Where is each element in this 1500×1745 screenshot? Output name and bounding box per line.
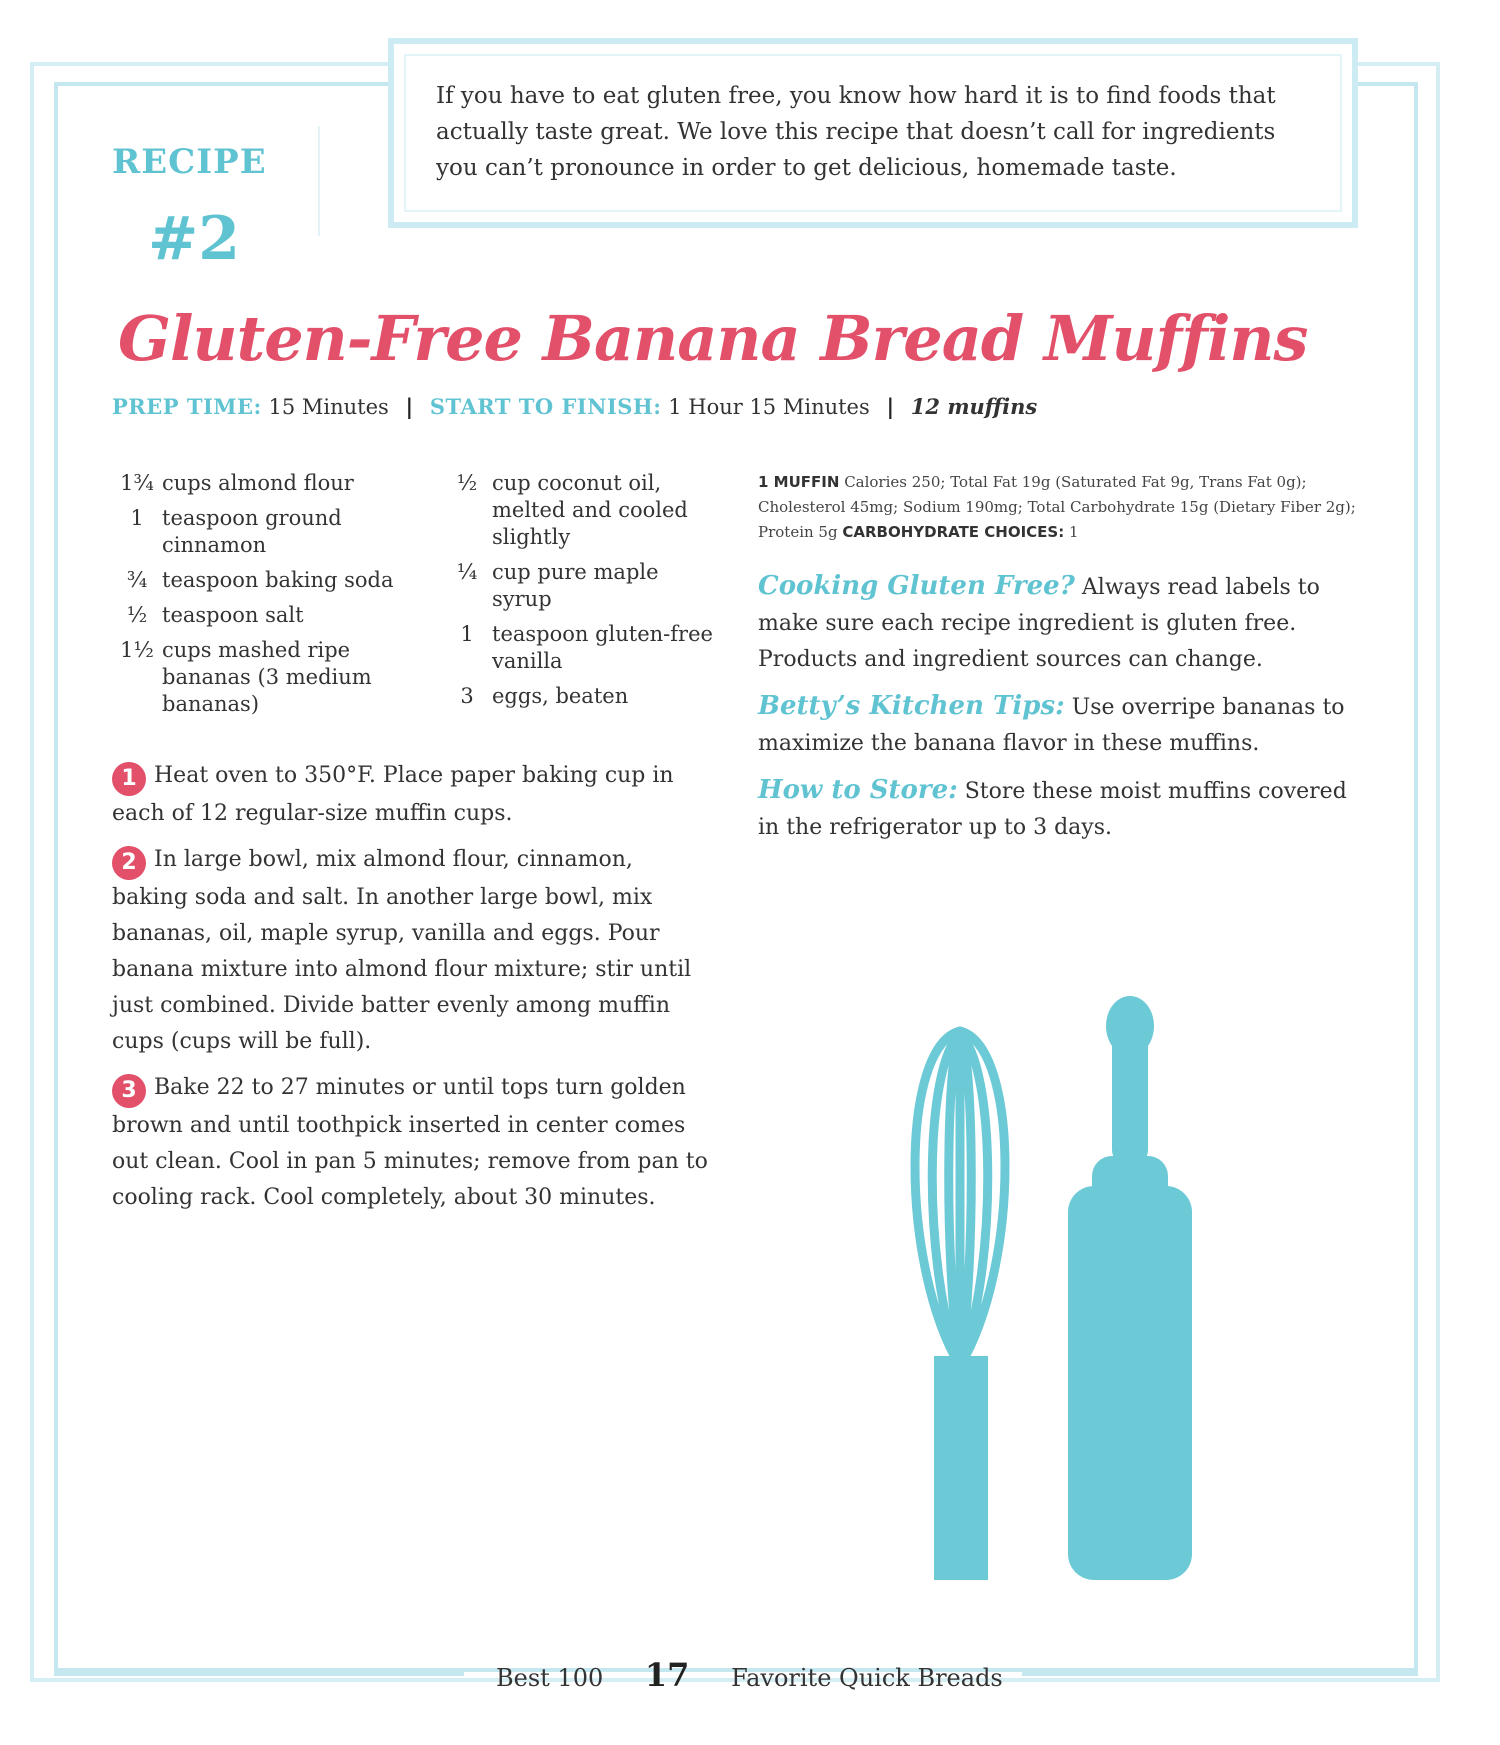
ingredient-item [112, 602, 402, 629]
tips-section [758, 568, 1358, 856]
start-to-finish-label: START TO FINISH: [429, 394, 662, 419]
tip-heading: Cooking Gluten Free? [758, 571, 1075, 601]
directions [112, 758, 712, 1226]
step-text: In large bowl, mix almond flour, cinnamon, baking soda and salt. In another large bowl, mix bananas, oil, maple syrup, vanilla and eggs. Pour banana mixture into almond flour mixture; stir until just combined. Divide batter evenly among muffin cups (cups will be full). [112, 847, 692, 1054]
tip-item [758, 772, 1358, 846]
ingredient-quantity: ½ [126, 603, 148, 627]
ingredient-quantity: 1¾ [120, 471, 154, 495]
ingredient-text: cup pure maple syrup [492, 560, 659, 611]
rolling-pin-icon [1068, 996, 1192, 1580]
step-number-badge: 1 [112, 762, 146, 796]
intro-text: If you have to eat gluten free, you know how hard it is to find foods that actually taste great. We love this recipe that doesn’t call for ingredients you can’t pronounce in order to get delicious, homemade taste. [436, 83, 1276, 181]
recipe-label: RECIPE [112, 142, 267, 182]
ingredient-text: teaspoon salt [162, 603, 304, 627]
ingredient-item [112, 637, 402, 718]
ingredient-item [442, 559, 722, 613]
ingredient-quantity: 1½ [120, 638, 154, 662]
ingredient-text: cup coconut oil, melted and cooled slightly [492, 471, 688, 549]
step-text: Bake 22 to 27 minutes or until tops turn golden brown and until toothpick inserted in center comes out clean. Cool in pan 5 minutes; remove from pan to cooling rack. Cool completely, about 30 minutes. [112, 1075, 708, 1210]
tip-text: Always read labels to make sure each recipe ingredient is gluten free. Products and ingredient sources can change. [758, 575, 1320, 672]
ingredient-item [442, 621, 722, 675]
kitchen-illustration [860, 986, 1260, 1596]
ingredient-quantity: 3 [460, 684, 474, 708]
ingredients-column-1 [112, 470, 402, 726]
step-number-badge: 2 [112, 846, 146, 880]
ingredient-item [442, 683, 722, 710]
ingredient-item [112, 505, 402, 559]
nutrition-serving-label: 1 MUFFIN [758, 473, 840, 491]
recipe-meta [112, 394, 1037, 419]
ingredient-quantity: 1 [130, 506, 144, 530]
footer-rule-right [1022, 1672, 1418, 1676]
recipe-title: Gluten-Free Banana Bread Muffins [118, 302, 1308, 375]
whisk-handle [934, 1356, 988, 1580]
ingredient-quantity: 1 [460, 622, 474, 646]
carb-choices-value: 1 [1069, 523, 1079, 541]
direction-step [112, 842, 712, 1060]
ingredient-quantity: ½ [456, 471, 478, 495]
ingredient-quantity: ¾ [126, 568, 148, 592]
ingredient-text: cups almond flour [162, 471, 354, 495]
page-footer [496, 1656, 1003, 1694]
badge-divider [318, 126, 320, 236]
direction-step [112, 758, 712, 832]
whisk-icon [915, 1031, 1005, 1366]
yield: 12 muffins [910, 394, 1038, 419]
ingredient-item [112, 567, 402, 594]
tip-text: Store these moist muffins covered in the refrigerator up to 3 days. [758, 779, 1347, 840]
ingredients-column-2 [442, 470, 722, 718]
ingredient-item [112, 470, 402, 497]
tip-text: Use overripe bananas to maximize the banana flavor in these muffins. [758, 695, 1345, 756]
page-number: 17 [644, 1656, 690, 1694]
direction-step [112, 1070, 712, 1216]
ingredient-item [442, 470, 722, 551]
tip-heading: How to Store: [758, 775, 958, 805]
tip-item [758, 688, 1358, 762]
meta-separator: | [886, 394, 895, 419]
recipe-number: #2 [148, 204, 241, 274]
ingredient-text: cups mashed ripe bananas (3 medium bananas) [162, 638, 372, 716]
footer-left: Best 100 [496, 1664, 604, 1692]
carb-choices-label: CARBOHYDRATE CHOICES: [842, 523, 1065, 541]
footer-right: Favorite Quick Breads [731, 1664, 1003, 1692]
footer-rule-left [54, 1672, 464, 1676]
ingredient-quantity: ¼ [456, 560, 478, 584]
ingredient-text: eggs, beaten [492, 684, 629, 708]
prep-time-value: 15 Minutes [268, 395, 389, 419]
tip-item [758, 568, 1358, 678]
tip-heading: Betty’s Kitchen Tips: [758, 691, 1065, 721]
nutrition-info [758, 470, 1358, 545]
step-text: Heat oven to 350°F. Place paper baking cup in each of 12 regular-size muffin cups. [112, 763, 674, 826]
nutrition-text: Calories 250; Total Fat 19g (Saturated Fat 9g, Trans Fat 0g); Cholesterol 45mg; Sodium 190mg; Total Carbohydrate 15g (Dietary Fiber 2g); Protein 5g [758, 473, 1356, 541]
ingredient-text: teaspoon baking soda [162, 568, 394, 592]
prep-time-label: PREP TIME: [112, 394, 262, 419]
meta-separator: | [405, 394, 414, 419]
ingredient-text: teaspoon gluten-free vanilla [492, 622, 713, 673]
ingredient-text: teaspoon ground cinnamon [162, 506, 342, 557]
start-to-finish-value: 1 Hour 15 Minutes [668, 395, 870, 419]
step-number-badge: 3 [112, 1074, 146, 1108]
